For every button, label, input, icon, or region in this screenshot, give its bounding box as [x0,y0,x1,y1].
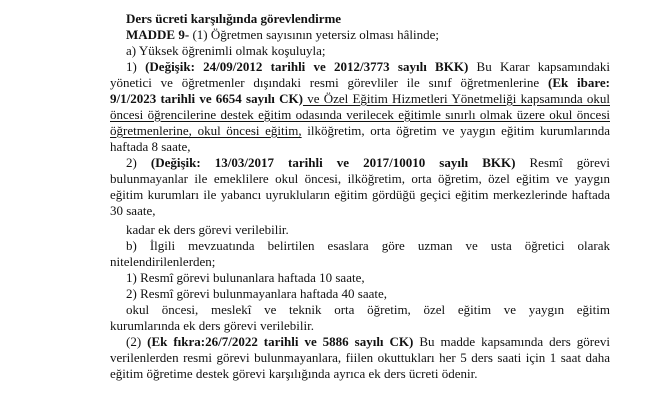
clause-a1-line2 [110,75,610,91]
clause-a2-text1: Resmî görevi [515,155,610,170]
paragraph-2-line3: eğitim öğretime destek görevi karşılığında ayrıca ek ders ücreti ödenir. [110,366,478,381]
clause-a1-text1: Bu Karar kapsamındaki [468,59,610,74]
clause-a1-line3-plain: ve Özel Eğitim Hizmetleri Yönetmeliği kapsamında okul [302,91,610,106]
paragraph-2-text1: Bu madde kapsamında ders görevi [413,334,610,349]
article-heading: Ders ücreti karşılığında görevlendirme [126,11,342,26]
article-label: MADDE 9- [126,27,190,42]
clause-a1-line4: öncesi öğrencilerine destek eğitim odasında verilecek eğitimle sınırlı olmak üzere okul öncesi [110,107,610,122]
clause-b-line1: b) İlgili mevzuatında belirtilen esaslara göre uzman ve usta öğretici olarak [126,238,610,253]
clause-a1-line3-bold: 9/1/2023 tarihli ve 6654 sayılı CK) [110,91,303,106]
article-intro-text: (1) Öğretmen sayısının yetersiz olması hâlinde; [189,27,440,42]
clause-b-line6: kurumlarında ek ders görevi verilebilir. [110,318,314,333]
clause-a2-line2: bulunmayanlar ile emeklilere okul öncesi, ilköğretim, orta öğretim, özel eğitim ve yaygın [110,171,610,186]
clause-a1-line5 [110,123,610,139]
clause-a-closing: kadar ek ders görevi verilebilir. [126,222,289,237]
clause-a2-line1 [126,155,610,171]
paragraph-2-line1 [126,334,610,350]
paragraph-2-line2: verilenlerden resmi görevi bulunmayanlara, fiilen okuttukları her 5 ders saati için 1 saat daha [110,350,610,365]
clause-b-line5: okul öncesi, meslekî ve teknik orta öğretim, özel eğitim ve yaygın eğitim [126,302,610,317]
clause-a1-line3 [110,91,610,107]
clause-a: a) Yüksek öğrenimli olmak koşuluyla; [126,43,326,58]
clause-a2-line4: 30 saate, [110,203,156,218]
clause-a1-line5-plain: ilköğretim, orta öğretim ve yaygın eğitim kurumlarında [301,123,610,138]
clause-b-line2: nitelendirilenlerden; [110,254,216,269]
paragraph-2-ref: (Ek fıkra:26/7/2022 tarihli ve 5886 sayılı CK) [147,334,414,349]
clause-a2-num: 2) [126,155,151,170]
clause-a2-line3: eğitim kurumları ile yabancı uyrukluların eğitim gördüğü geçici eğitim merkezlerinde haftada [110,187,610,202]
clause-b-item1: 1) Resmî görevi bulunanlara haftada 10 saate, [126,270,365,285]
clause-a1-line1 [126,59,610,75]
clause-a1-num: 1) [126,59,146,74]
article-intro [126,27,439,43]
clause-a1-line2-plain: yönetici ve öğretmenler dışındaki resmi görevliler ile sınıf öğretmenlerine [110,75,548,90]
clause-a1-ref: (Değişik: 24/09/2012 tarihli ve 2012/3773 sayılı BKK) [145,59,469,74]
clause-a1-line2-bold: (Ek ibare: [547,75,610,90]
clause-a1-line5-underlined: öğretmenlerine, okul öncesi eğitim, [110,123,302,138]
clause-a2-ref: (Değişik: 13/03/2017 tarihli ve 2017/10010 sayılı BKK) [150,155,516,170]
clause-b-item2: 2) Resmî görevi bulunmayanlara haftada 40 saate, [126,286,387,301]
clause-a1-line6: haftada 8 saate, [110,139,191,154]
paragraph-2-num: (2) [126,334,148,349]
